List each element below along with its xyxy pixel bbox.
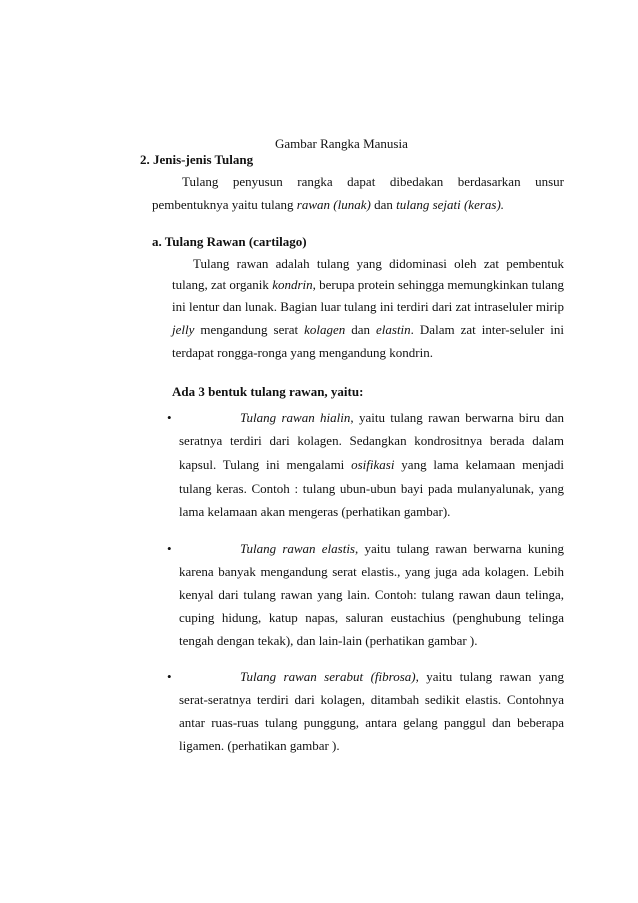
paragraph-line: Tulang rawan elastis, yaitu tulang rawan berwarna kuning: [240, 541, 565, 556]
paragraph-line: Tulang rawan adalah tulang yang didominasi oleh zat pembentuk: [193, 256, 564, 271]
paragraph-line: pembentuknya yaitu tulang rawan (lunak) dan tulang sejati (keras).: [152, 197, 505, 212]
figure-caption: Gambar Rangka Manusia: [275, 136, 408, 151]
list-heading: Ada 3 bentuk tulang rawan, yaitu:: [172, 384, 364, 399]
paragraph-line: seratnya terdiri dari kolagen. Sedangkan kondrositnya berada dalam: [179, 433, 564, 448]
paragraph-line: Tulang rawan serabut (fibrosa), yaitu tulang rawan yang: [240, 669, 565, 684]
paragraph-line: karena banyak mengandung serat elastis., yang juga ada kolagen. Lebih: [179, 564, 564, 579]
bullet-icon: •: [167, 669, 172, 684]
paragraph-line: tulang, zat organik kondrin, berupa protein sehingga memungkinkan tulang: [172, 277, 565, 292]
bullet-icon: •: [167, 410, 172, 425]
paragraph-line: cuping hidung, katup napas, saluran eustachius (penghubung telinga: [179, 610, 564, 625]
paragraph-line: terdapat rongga-ronga yang mengandung kondrin.: [172, 345, 434, 360]
section-heading: 2. Jenis-jenis Tulang: [140, 152, 254, 167]
paragraph-line: kenyal dari tulang rawan yang lain. Contoh: tulang rawan daun telinga,: [179, 587, 564, 602]
paragraph-line: antar ruas-ruas tulang punggung, antara gelang panggul dan beberapa: [179, 715, 564, 730]
paragraph-line: jelly mengandung serat kolagen dan elastin. Dalam zat inter-seluler ini: [172, 322, 564, 337]
paragraph-line: kapsul. Tulang ini mengalami osifikasi yang lama kelamaan menjadi: [179, 457, 564, 472]
paragraph-line: lama kelamaan akan mengeras (perhatikan gambar).: [179, 504, 451, 519]
paragraph-line: serat-seratnya terdiri dari kolagen, ditambah sedikit elastis. Contohnya: [179, 692, 564, 707]
paragraph-line: tengah dengan tekak), dan lain-lain (perhatikan gambar ).: [179, 633, 478, 648]
subsection-heading: a. Tulang Rawan (cartilago): [152, 234, 307, 249]
paragraph-line: Tulang rawan hialin, yaitu tulang rawan berwarna biru dan: [240, 410, 564, 425]
paragraph-line: Tulang penyusun rangka dapat dibedakan berdasarkan unsur: [182, 174, 564, 189]
paragraph-line: ligamen. (perhatikan gambar ).: [179, 738, 340, 753]
paragraph-line: ini lentur dan lunak. Bagian luar tulang ini terdiri dari zat intraseluler mirip: [172, 299, 564, 314]
paragraph-line: tulang keras. Contoh : tulang ubun-ubun bayi pada mulanyalunak, yang: [179, 481, 564, 496]
bullet-icon: •: [167, 541, 172, 556]
